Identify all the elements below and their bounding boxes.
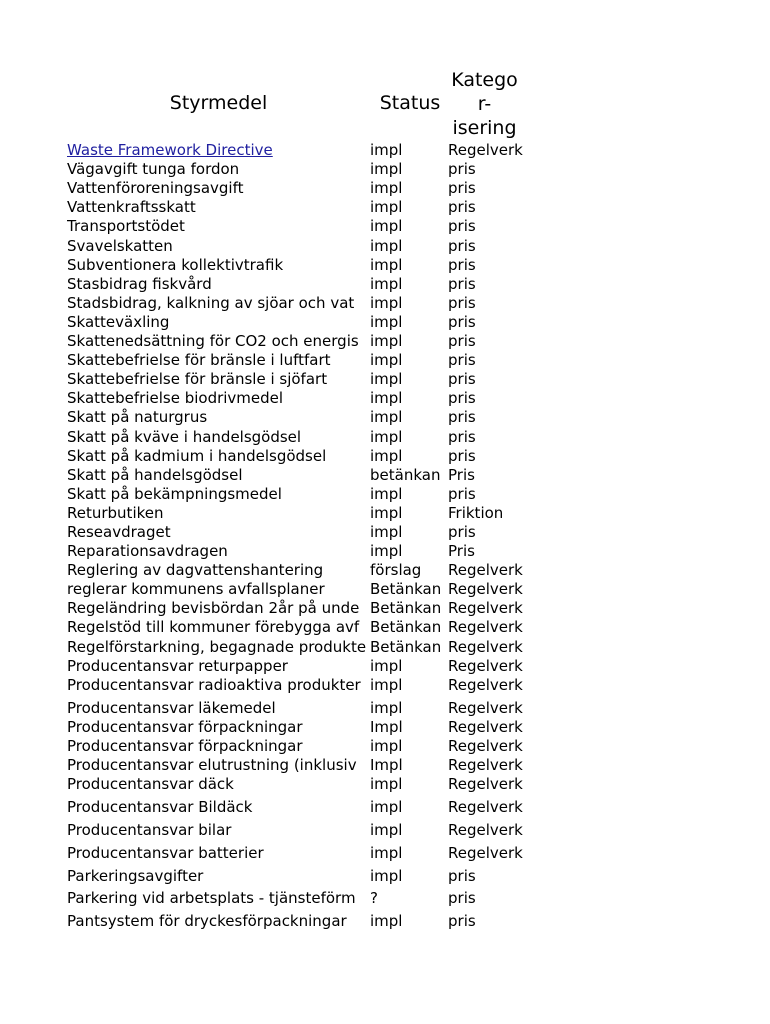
cell-status: impl [370,820,403,839]
cell-styrmedel: Producentansvar bilar [67,820,232,839]
cell-styrmedel: Vägavgift tunga fordon [67,160,240,179]
cell-kategorisering: pris [448,912,476,931]
table-row [67,350,527,369]
table-row [67,839,527,862]
table-row [67,312,527,331]
cell-status: impl [370,274,403,293]
cell-styrmedel[interactable] [67,140,370,159]
cell-kategorisering: Regelverk [448,599,523,618]
cell-styrmedel: Skattebefrielse biodrivmedel [67,389,284,408]
cell-kategorisering: Regelverk [448,843,523,862]
table-row [67,656,527,675]
table-row [67,885,527,908]
cell-styrmedel: Regeländring bevisbördan 2år på unde [67,599,360,618]
table-row [67,755,527,774]
cell-status: impl [370,698,403,717]
cell-status: impl [370,141,403,160]
table-row [67,446,527,465]
table-row [67,216,527,235]
table-row [67,388,527,407]
cell-styrmedel: Regelstöd till kommuner förebygga avf [67,618,360,637]
cell-styrmedel: Producentansvar däck [67,774,234,793]
cell-kategorisering: pris [448,198,476,217]
cell-kategorisering: pris [448,274,476,293]
header-styrmedel: Styrmedel [169,92,268,114]
cell-styrmedel: Skatteväxling [67,312,170,331]
table-row [67,774,527,793]
cell-status: impl [370,656,403,675]
cell-status: impl [370,542,403,561]
cell-styrmedel: Stasbidrag fiskvård [67,274,212,293]
cell-status: impl [370,408,403,427]
cell-kategorisering: pris [448,446,476,465]
cell-status: Betänkan [370,580,442,599]
cell-styrmedel: Producentansvar returpapper [67,656,288,675]
cell-kategorisering: pris [448,427,476,446]
cell-status: impl [370,427,403,446]
cell-styrmedel: Skattebefrielse för bränsle i sjöfart [67,370,328,389]
cell-kategorisering: Regelverk [448,580,523,599]
table-row [67,907,527,930]
cell-styrmedel: Producentansvar elutrustning (inklusiv [67,755,357,774]
cell-status: impl [370,736,403,755]
cell-kategorisering: pris [448,160,476,179]
cell-kategorisering: pris [448,408,476,427]
cell-status: förslag [370,561,422,580]
cell-status: impl [370,370,403,389]
cell-styrmedel: Parkeringsavgifter [67,866,204,885]
cell-kategorisering: Pris [448,465,475,484]
cell-kategorisering: Regelverk [448,797,523,816]
table-row [67,293,527,312]
cell-status: impl [370,293,403,312]
cell-kategorisering: Regelverk [448,698,523,717]
cell-status: Betänkan [370,637,442,656]
cell-styrmedel: Producentansvar läkemedel [67,698,276,717]
cell-kategorisering: pris [448,522,476,541]
cell-styrmedel: Skattebefrielse för bränsle i luftfart [67,351,331,370]
table-row [67,426,527,445]
cell-status: Impl [370,755,403,774]
cell-kategorisering: Regelverk [448,656,523,675]
cell-status: impl [370,179,403,198]
table-row [67,140,527,159]
cell-styrmedel: Skatt på handelsgödsel [67,465,243,484]
table-row [67,793,527,816]
cell-status: betänkan [370,465,441,484]
table-row [67,617,527,636]
cell-styrmedel: Subventionera kollektivtrafik [67,255,284,274]
cell-kategorisering: pris [448,484,476,503]
cell-kategorisering: Regelverk [448,755,523,774]
header-status: Status [379,92,441,114]
cell-status: impl [370,312,403,331]
cell-status: impl [370,484,403,503]
header-kategorisering [442,68,527,140]
cell-kategorisering: pris [448,217,476,236]
cell-styrmedel: Regelförstarkning, begagnade produkte [67,637,367,656]
table-row [67,407,527,426]
cell-kategorisering: Regelverk [448,618,523,637]
cell-kategorisering: pris [448,332,476,351]
cell-styrmedel: Returbutiken [67,503,164,522]
header-row [67,68,537,140]
cell-styrmedel: Skattenedsättning för CO2 och energis [67,332,359,351]
table-row [67,369,527,388]
cell-styrmedel: Reparationsavdragen [67,542,228,561]
cell-status: impl [370,774,403,793]
cell-styrmedel: Producentansvar förpackningar [67,717,303,736]
cell-status: impl [370,389,403,408]
cell-styrmedel: Parkering vid arbetsplats - tjänsteförm [67,889,356,908]
table-row [67,736,527,755]
cell-status: impl [370,866,403,885]
cell-styrmedel: Reglering av dagvattenshantering [67,561,324,580]
styrmedel-link[interactable]: Waste Framework Directive [67,141,273,160]
cell-kategorisering: Regelverk [448,637,523,656]
cell-kategorisering: Pris [448,542,475,561]
table-row [67,484,527,503]
table-row [67,331,527,350]
header-kategori-line: r- [477,93,492,115]
table-row [67,636,527,655]
cell-status: impl [370,503,403,522]
table-row [67,235,527,254]
cell-kategorisering: pris [448,179,476,198]
cell-status: impl [370,675,403,694]
cell-styrmedel: Vattenföroreningsavgift [67,179,244,198]
cell-status: impl [370,351,403,370]
cell-styrmedel: Skatt på kadmium i handelsgödsel [67,446,327,465]
cell-styrmedel: Transportstödet [67,217,185,236]
cell-status: impl [370,236,403,255]
table-row [67,816,527,839]
cell-styrmedel: Skatt på kväve i handelsgödsel [67,427,302,446]
table-row [67,598,527,617]
cell-styrmedel: Producentansvar batterier [67,843,264,862]
cell-status: Impl [370,717,403,736]
cell-status: impl [370,912,403,931]
cell-kategorisering: Friktion [448,503,504,522]
cell-kategorisering: pris [448,889,476,908]
cell-kategorisering: Regelverk [448,141,523,160]
table-row [67,862,527,885]
cell-status: ? [370,889,378,908]
cell-styrmedel: Svavelskatten [67,236,173,255]
cell-status: impl [370,255,403,274]
cell-status: impl [370,797,403,816]
table-row [67,522,527,541]
cell-status: Betänkan [370,599,442,618]
cell-status: impl [370,522,403,541]
table-row [67,197,527,216]
table-row [67,159,527,178]
cell-styrmedel: Skatt på naturgrus [67,408,208,427]
cell-kategorisering: Regelverk [448,717,523,736]
cell-kategorisering: pris [448,866,476,885]
table-row [67,255,527,274]
cell-kategorisering: pris [448,255,476,274]
header-kategori-line: Katego [451,69,518,91]
cell-status: impl [370,332,403,351]
cell-kategorisering: Regelverk [448,561,523,580]
cell-styrmedel: Producentansvar förpackningar [67,736,303,755]
cell-kategorisering: pris [448,312,476,331]
table-row [67,503,527,522]
spreadsheet [67,68,537,930]
table-row [67,274,527,293]
table-row [67,579,527,598]
cell-status: impl [370,843,403,862]
cell-styrmedel: Skatt på bekämpningsmedel [67,484,282,503]
cell-status: impl [370,217,403,236]
cell-kategorisering: pris [448,389,476,408]
header-kategori-line: isering [452,117,517,139]
table-row [67,465,527,484]
cell-styrmedel: Producentansvar radioaktiva produkter [67,675,361,694]
cell-status: impl [370,160,403,179]
cell-styrmedel: reglerar kommunens avfallsplaner [67,580,325,599]
table-row [67,541,527,560]
cell-kategorisering: Regelverk [448,774,523,793]
cell-kategorisering: Regelverk [448,820,523,839]
cell-kategorisering: pris [448,293,476,312]
table-row [67,717,527,736]
table-row [67,178,527,197]
cell-status: Betänkan [370,618,442,637]
cell-kategorisering: pris [448,370,476,389]
cell-kategorisering: Regelverk [448,736,523,755]
cell-styrmedel: Vattenkraftsskatt [67,198,196,217]
cell-styrmedel: Reseavdraget [67,522,171,541]
cell-kategorisering: pris [448,236,476,255]
cell-kategorisering: pris [448,351,476,370]
table-row [67,560,527,579]
table-row [67,694,527,717]
styrmedel-table [67,140,527,930]
table-row [67,675,527,694]
cell-status: impl [370,198,403,217]
cell-styrmedel: Pantsystem för dryckesförpackningar [67,912,347,931]
cell-kategorisering: Regelverk [448,675,523,694]
cell-styrmedel: Stadsbidrag, kalkning av sjöar och vat [67,293,355,312]
cell-status: impl [370,446,403,465]
cell-styrmedel: Producentansvar Bildäck [67,797,253,816]
